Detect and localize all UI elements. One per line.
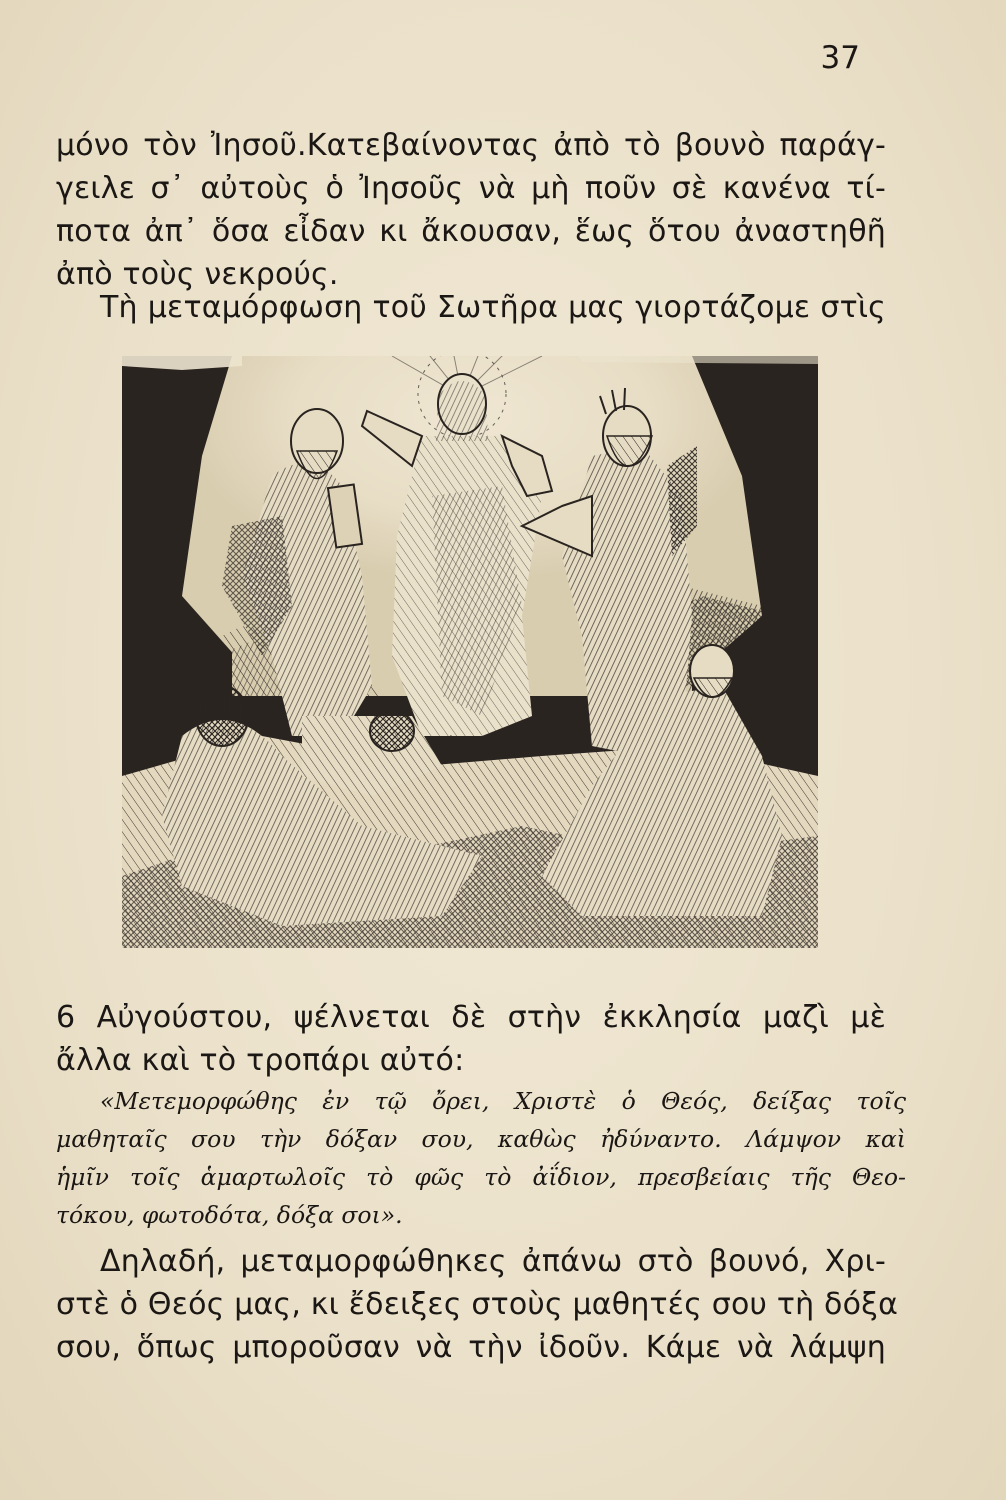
text-line: ἀπὸ τοὺς νεκρούς. (56, 257, 339, 292)
text-line: Τὴ μεταμόρφωση τοῦ Σωτῆρα μας γιορτάζομε στὶς (100, 290, 886, 325)
paragraph-3 (56, 996, 886, 1082)
text-line: ἄλλα καὶ τὸ τροπάρι αὐτό: (56, 1043, 465, 1078)
engraving-image (122, 356, 818, 948)
hymn-line: ἡμῖν τοῖς ἁμαρτωλοῖς τὸ φῶς τὸ ἀΐδιον, πρεσβείαις τῆς Θεο- (56, 1163, 906, 1191)
paragraph-4 (56, 1240, 899, 1369)
paragraph-1 (56, 124, 886, 296)
hymn-line: μαθηταῖς σου τὴν δόξαν σου, καθὼς ἠδύναντο. Λάμψον καὶ (56, 1125, 906, 1153)
text-line: ποτα ἀπ᾽ ὅσα εἶδαν κι ἄκουσαν, ἕως ὅτου ἀναστηθῆ (56, 214, 886, 249)
text-line: μόνο τὸν Ἰησοῦ.Κατεβαίνοντας ἀπὸ τὸ βουνὸ παράγ- (56, 128, 886, 163)
hymn-line: «Μετεμορφώθης ἐν τῷ ὄρει, Χριστὲ ὁ Θεός, δείξας τοῖς (100, 1087, 906, 1115)
text-line: 6 Αὐγούστου, ψέλνεται δὲ στὴν ἐκκλησία μαζὶ μὲ (56, 1000, 886, 1035)
text-line: γειλε σ᾽ αὐτοὺς ὁ Ἰησοῦς νὰ μὴ ποῦν σὲ κανένα τί- (56, 171, 886, 206)
text-line: στὲ ὁ Θεός μας, κι ἔδειξες στοὺς μαθητές σου τὴ δόξα (56, 1287, 899, 1322)
text-line: σου, ὅπως μποροῦσαν νὰ τὴν ἰδοῦν. Κάμε νὰ λάμψη (56, 1330, 886, 1365)
text-line: Δηλαδή, μεταμορφώθηκες ἀπάνω στὸ βουνό, Χρι- (100, 1244, 886, 1279)
page-number: 37 (820, 40, 860, 76)
hymn-line: τόκου, φωτοδότα, δόξα σοι». (56, 1201, 403, 1229)
hymn-quotation (56, 1082, 906, 1234)
paragraph-2 (56, 286, 886, 329)
transfiguration-illustration (122, 356, 818, 948)
